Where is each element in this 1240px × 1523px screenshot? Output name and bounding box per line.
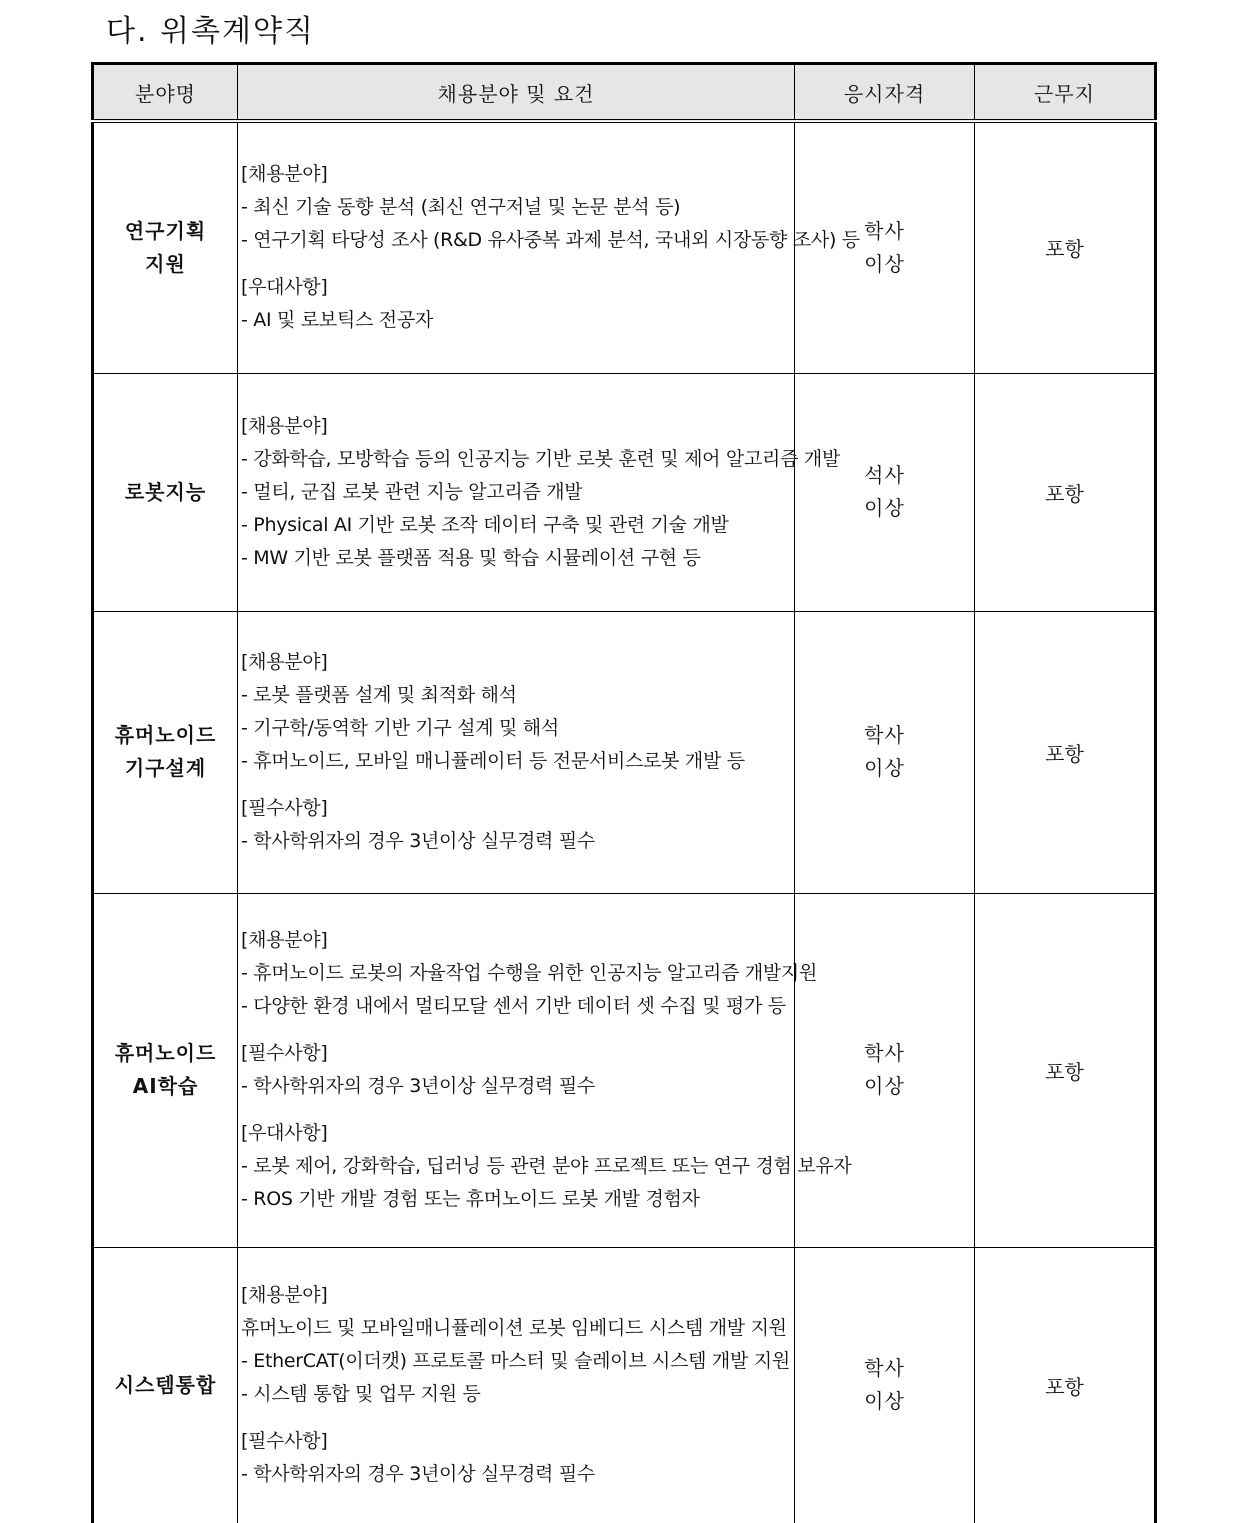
field-name-line: 연구기획 <box>124 218 207 243</box>
field-name-line: 기구설계 <box>124 756 207 780</box>
location-cell: 포항 <box>975 1247 1156 1523</box>
requirement-line: - Physical AI 기반 로봇 조작 데이터 구축 및 관련 기술 개발 <box>241 513 729 536</box>
header-qualification: 응시자격 <box>795 64 975 122</box>
requirements-cell <box>238 893 852 1247</box>
requirement-group-label: [필수사항] <box>241 797 328 819</box>
header-location: 근무지 <box>975 64 1156 122</box>
requirement-line: - 강화학습, 모방학습 등의 인공지능 기반 로봇 훈련 및 제어 알고리즘 개발 <box>241 447 840 470</box>
requirement-line: - 로봇 제어, 강화학습, 딥러닝 등 관련 분야 프로젝트 또는 연구 경험 보유자 <box>241 1155 852 1177</box>
requirement-group <box>241 646 794 778</box>
requirement-group <box>241 924 818 1023</box>
requirement-group <box>241 410 840 575</box>
table-row <box>93 893 1156 1247</box>
table-row <box>93 121 1156 373</box>
requirement-line: - 시스템 통합 및 업무 지원 등 <box>241 1383 481 1406</box>
field-name-cell <box>93 373 238 611</box>
location-cell: 포항 <box>1045 237 1084 262</box>
requirement-line: - EtherCAT(이더캣) 프로토콜 마스터 및 슬레이브 시스템 개발 지원 <box>241 1350 790 1373</box>
section-title: 다. 위촉계약직 <box>106 14 315 49</box>
requirement-group-label: [우대사항] <box>241 276 328 299</box>
requirement-line: - 학사학위자의 경우 3년이상 실무경력 필수 <box>241 830 595 852</box>
qualification-line: 학사 <box>864 1041 905 1065</box>
requirement-group-label: [채용분야] <box>241 163 328 186</box>
table-header-row <box>93 64 1156 122</box>
qualification-line: 이상 <box>864 756 905 780</box>
table-row <box>93 611 1156 893</box>
requirement-group-label: [필수사항] <box>241 1430 328 1453</box>
requirements-cell <box>238 121 860 373</box>
requirement-line: - 학사학위자의 경우 3년이상 실무경력 필수 <box>241 1463 595 1486</box>
qualification-cell <box>795 1247 975 1523</box>
requirement-line: - 휴머노이드 로봇의 자율작업 수행을 위한 인공지능 알고리즘 개발지원 <box>241 962 818 984</box>
requirements-cell <box>238 1247 795 1523</box>
requirement-group-label: [채용분야] <box>241 1284 328 1307</box>
qualification-line: 이상 <box>864 496 905 520</box>
header-field-name: 분야명 <box>93 64 238 122</box>
field-name-line: 시스템통합 <box>114 1372 217 1397</box>
field-name-cell <box>93 893 238 1247</box>
qualification-cell <box>795 611 975 893</box>
recruitment-table <box>91 62 1157 1523</box>
requirements-cell <box>238 611 795 893</box>
requirement-line: - AI 및 로보틱스 전공자 <box>241 309 433 332</box>
requirement-group-label: [채용분야] <box>241 929 328 951</box>
qualification-line: 이상 <box>864 1074 905 1098</box>
qualification-cell <box>795 373 975 611</box>
requirement-group-label: [우대사항] <box>241 1122 328 1144</box>
field-name-line: 휴머노이드 <box>114 1041 217 1065</box>
field-name-cell <box>93 121 238 373</box>
requirement-line: - 학사학위자의 경우 3년이상 실무경력 필수 <box>241 1075 595 1097</box>
qualification-line: 학사 <box>864 723 905 747</box>
requirement-group <box>241 1425 794 1491</box>
location-cell: 포항 <box>975 373 1156 611</box>
qualification-line: 이상 <box>864 251 905 276</box>
requirement-group <box>241 271 794 337</box>
requirement-group-label: [채용분야] <box>241 651 328 673</box>
qualification-cell <box>795 893 975 1247</box>
requirement-group <box>241 1037 794 1103</box>
requirement-group <box>241 1117 852 1216</box>
requirement-line: 휴머노이드 및 모바일매니퓰레이션 로봇 임베디드 시스템 개발 지원 <box>241 1317 787 1340</box>
requirement-group <box>241 1279 794 1411</box>
qualification-line: 학사 <box>864 1356 905 1381</box>
table-row <box>93 1247 1156 1523</box>
requirement-group <box>241 792 794 858</box>
header-requirements: 채용분야 및 요건 <box>238 64 795 122</box>
qualification-line: 이상 <box>864 1389 905 1414</box>
qualification-line: 학사 <box>864 218 905 243</box>
field-name-line: 휴머노이드 <box>114 723 217 747</box>
field-name-line: AI학습 <box>132 1074 199 1098</box>
requirement-line: - 휴머노이드, 모바일 매니퓰레이터 등 전문서비스로봇 개발 등 <box>241 750 745 772</box>
location-cell: 포항 <box>975 611 1156 893</box>
requirement-line: - 멀티, 군집 로봇 관련 지능 알고리즘 개발 <box>241 480 583 503</box>
requirement-group-label: [필수사항] <box>241 1042 328 1064</box>
table-row <box>93 373 1156 611</box>
requirement-line: - 로봇 플랫폼 설계 및 최적화 해석 <box>241 684 517 706</box>
field-name-line: 지원 <box>145 251 186 276</box>
requirement-group <box>241 158 860 257</box>
requirements-cell <box>238 373 840 611</box>
requirement-line: - 기구학/동역학 기반 기구 설계 및 해석 <box>241 717 559 739</box>
requirement-line: - MW 기반 로봇 플랫폼 적용 및 학습 시뮬레이션 구현 등 <box>241 546 701 569</box>
requirement-line: - ROS 기반 개발 경험 또는 휴머노이드 로봇 개발 경험자 <box>241 1188 700 1210</box>
field-name-cell <box>93 611 238 893</box>
field-name-line: 로봇지능 <box>124 479 207 504</box>
requirement-group-label: [채용분야] <box>241 414 328 437</box>
requirement-line: - 연구기획 타당성 조사 (R&D 유사중복 과제 분석, 국내외 시장동향 조사) 등 <box>241 229 860 252</box>
field-name-cell <box>93 1247 238 1523</box>
requirement-line: - 최신 기술 동향 분석 (최신 연구저널 및 논문 분석 등) <box>241 196 681 219</box>
requirement-line: - 다양한 환경 내에서 멀티모달 센서 기반 데이터 셋 수집 및 평가 등 <box>241 995 786 1017</box>
location-cell: 포항 <box>975 893 1156 1247</box>
qualification-line: 석사 <box>864 463 905 487</box>
